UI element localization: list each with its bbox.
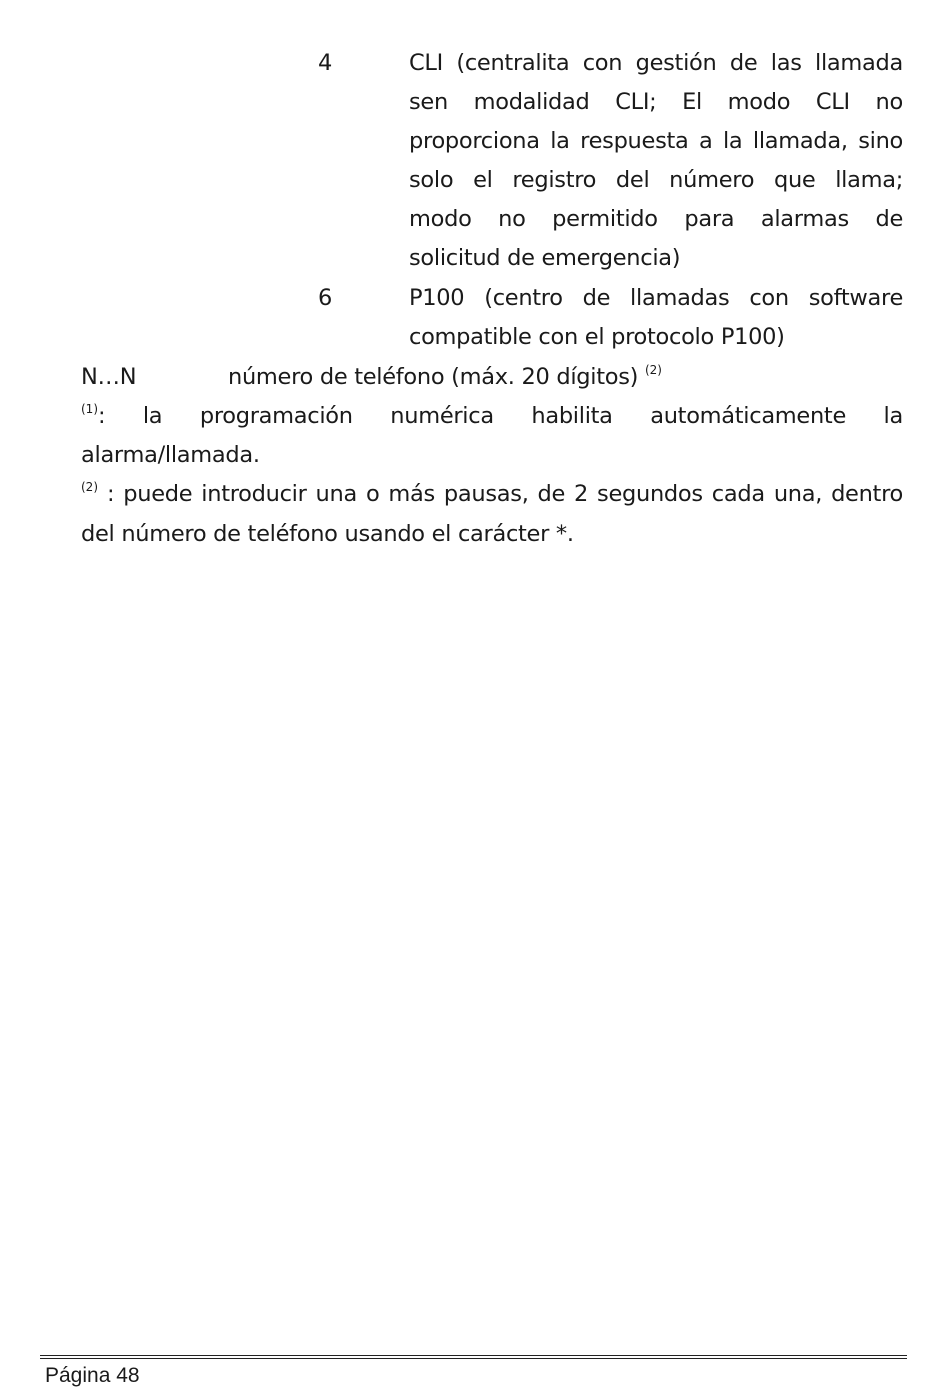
param-term: N…N xyxy=(81,364,137,390)
note-2-separator: : xyxy=(107,481,115,507)
page-number: Página 48 xyxy=(45,1364,140,1387)
item-4-line-2: sen modalidad CLI; El modo CLI no xyxy=(409,89,903,115)
note-2-text: puede introducir una o más pausas, de 2 segundos cada una, dentro xyxy=(123,481,903,507)
item-4-line-3: proporciona la respuesta a la llamada, sino xyxy=(409,128,903,154)
note-1-line-1 xyxy=(81,402,903,430)
param-footnote-ref: (2) xyxy=(644,363,662,377)
footer-rule-top xyxy=(40,1355,907,1356)
note-2-line-2: del número de teléfono usando el carácter *. xyxy=(81,521,574,547)
param-description xyxy=(228,363,662,391)
item-4-line-1: CLI (centralita con gestión de las llamada xyxy=(409,50,903,76)
param-description-text: número de teléfono (máx. 20 dígitos) xyxy=(228,364,639,390)
note-2-marker: (2) xyxy=(81,480,98,494)
note-1-marker: (1) xyxy=(81,402,98,416)
item-6-line-2: compatible con el protocolo P100) xyxy=(409,324,785,350)
note-2-line-1 xyxy=(81,480,903,508)
item-code-4: 4 xyxy=(318,50,333,76)
note-1-separator: : xyxy=(98,403,106,429)
footer-rule-bottom xyxy=(40,1358,907,1359)
item-code-6: 6 xyxy=(318,285,333,311)
item-4-line-4: solo el registro del número que llama; xyxy=(409,167,903,193)
item-6-line-1: P100 (centro de llamadas con software xyxy=(409,285,903,311)
note-1-text: la programación numérica habilita automáticamente la xyxy=(142,403,903,429)
note-1-line-2: alarma/llamada. xyxy=(81,442,260,468)
item-4-line-6: solicitud de emergencia) xyxy=(409,245,681,271)
item-4-line-5: modo no permitido para alarmas de xyxy=(409,206,903,232)
